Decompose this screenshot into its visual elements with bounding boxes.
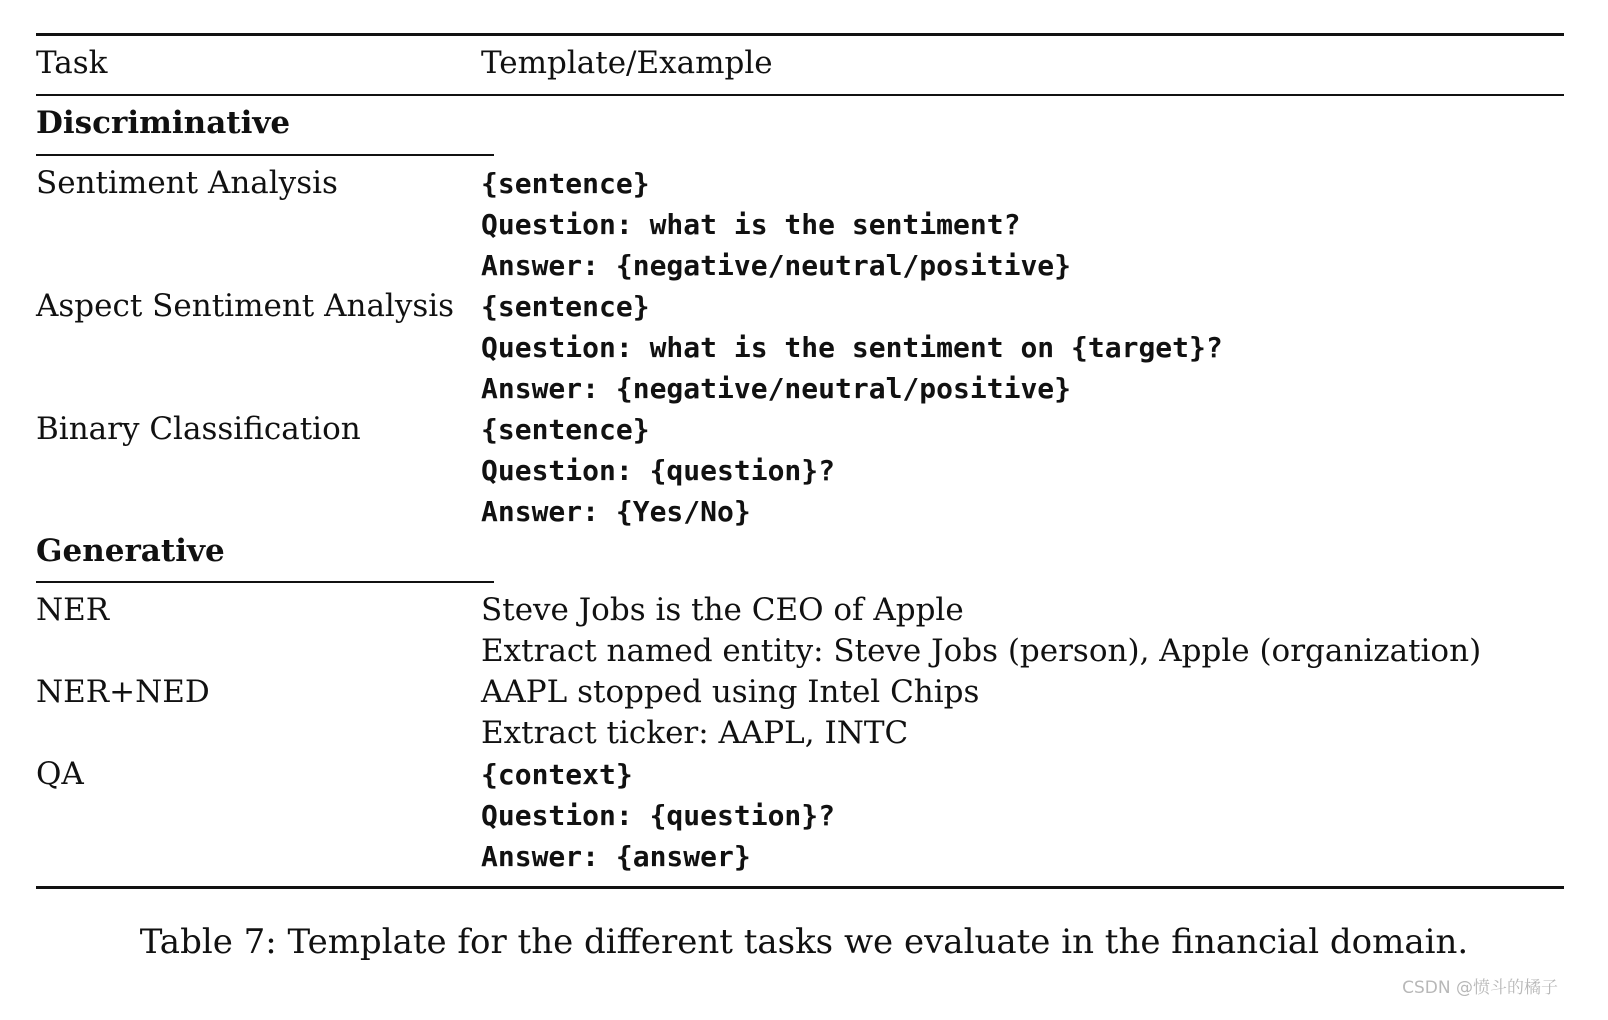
- template-line: Answer: {negative/neutral/positive}: [481, 249, 1072, 282]
- template-line: Question: {question}?: [481, 454, 836, 487]
- template-line: {sentence}: [481, 167, 650, 200]
- watermark: CSDN @愤斗的橘子: [1402, 978, 1558, 998]
- section-rule-generative: [36, 581, 494, 583]
- section-title-discriminative: Discriminative: [36, 105, 291, 141]
- header-task: Task: [36, 45, 108, 81]
- task-ner-ned: NER+NED: [36, 674, 210, 710]
- template-line: Answer: {negative/neutral/positive}: [481, 372, 1072, 405]
- section-rule-discriminative: [36, 154, 494, 156]
- table-top-rule: [36, 33, 1564, 36]
- table-bottom-rule: [36, 886, 1564, 889]
- table-caption: Table 7: Template for the different tasks we evaluate in the financial domain.: [139, 922, 1469, 962]
- example-line: Extract named entity: Steve Jobs (person), Apple (organization): [481, 633, 1482, 669]
- table-header-rule: [36, 94, 1564, 96]
- template-line: {context}: [481, 758, 633, 791]
- task-aspect-sentiment-analysis: Aspect Sentiment Analysis: [36, 288, 455, 324]
- header-template: Template/Example: [481, 45, 773, 81]
- task-ner: NER: [36, 592, 110, 628]
- example-line: Steve Jobs is the CEO of Apple: [481, 592, 964, 628]
- example-line: Extract ticker: AAPL, INTC: [481, 715, 909, 751]
- template-line: Answer: {Yes/No}: [481, 495, 751, 528]
- template-line: Question: what is the sentiment?: [481, 208, 1021, 241]
- template-line: Answer: {answer}: [481, 840, 751, 873]
- section-title-generative: Generative: [36, 533, 225, 569]
- task-qa: QA: [36, 756, 84, 792]
- template-line: {sentence}: [481, 290, 650, 323]
- task-binary-classification: Binary Classification: [36, 411, 361, 447]
- template-line: Question: {question}?: [481, 799, 836, 832]
- template-line: {sentence}: [481, 413, 650, 446]
- example-line: AAPL stopped using Intel Chips: [481, 674, 980, 710]
- template-line: Question: what is the sentiment on {target}?: [481, 331, 1223, 364]
- task-sentiment-analysis: Sentiment Analysis: [36, 165, 338, 201]
